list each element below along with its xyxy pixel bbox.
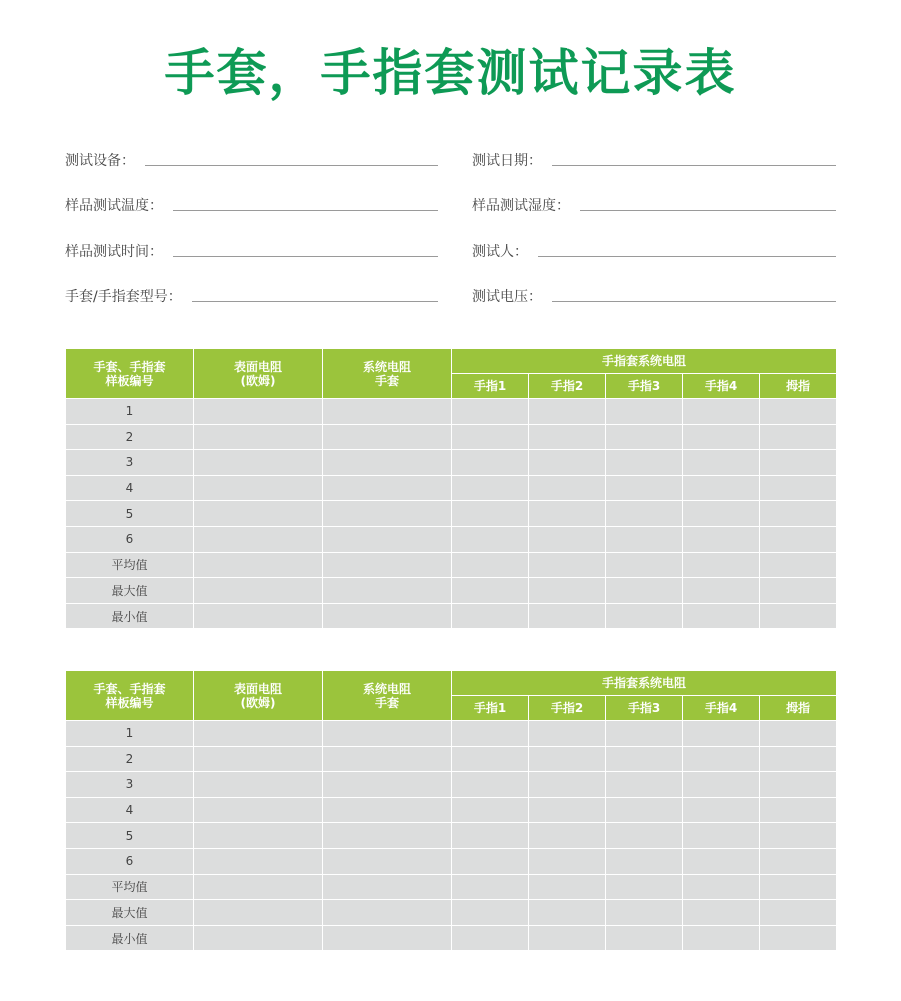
data-cell[interactable] [452,925,529,951]
data-cell[interactable] [452,450,529,476]
header-line: 系统电阻 [362,681,411,696]
data-cell[interactable] [194,603,323,629]
table-row [66,399,837,425]
data-cell[interactable] [606,823,683,849]
data-cell[interactable] [683,424,760,450]
sample-humidity-field[interactable] [472,193,836,215]
row-label: 最大值 [66,900,194,926]
header-finger-4: 手指4 [683,696,760,721]
row-label: 6 [66,526,194,552]
data-cell[interactable] [194,526,323,552]
data-cell[interactable] [323,578,452,604]
header-finger-group: 手指套系统电阻 [452,671,837,696]
data-cell[interactable] [452,475,529,501]
row-label: 最大值 [66,578,194,604]
data-cell[interactable] [606,721,683,747]
row-label: 2 [66,424,194,450]
data-cell[interactable] [683,823,760,849]
header-finger-2: 手指2 [529,696,606,721]
data-cell[interactable] [452,900,529,926]
header-line: 表面电阻 [233,359,282,374]
header-line: (欧姆) [240,373,276,388]
header-sample-id [66,349,194,399]
data-cell[interactable] [683,772,760,798]
table-row [66,925,837,951]
row-label: 4 [66,797,194,823]
row-label: 5 [66,501,194,527]
field-label: 测试日期： [472,153,542,169]
data-cell[interactable] [606,874,683,900]
header-finger-3: 手指3 [606,696,683,721]
field-label: 样品测试时间： [65,244,163,260]
data-cell[interactable] [683,874,760,900]
header-line: 手套 [374,695,399,710]
data-cell[interactable] [606,552,683,578]
data-cell[interactable] [760,874,837,900]
header-line: 样板编号 [105,695,154,710]
data-cell[interactable] [760,900,837,926]
data-cell[interactable] [323,925,452,951]
row-label: 平均值 [66,874,194,900]
field-label: 手套/手指套型号： [65,289,182,305]
record-table-1 [65,348,837,629]
data-cell[interactable] [760,424,837,450]
data-cell[interactable] [323,797,452,823]
data-cell[interactable] [323,424,452,450]
table-row [66,874,837,900]
row-label: 最小值 [66,925,194,951]
fill-line[interactable] [538,256,836,257]
data-cell[interactable] [452,399,529,425]
data-cell[interactable] [529,746,606,772]
data-cell[interactable] [452,603,529,629]
data-cell[interactable] [529,450,606,476]
data-cell[interactable] [683,900,760,926]
data-cell[interactable] [529,526,606,552]
row-label: 5 [66,823,194,849]
data-cell[interactable] [606,424,683,450]
data-cell[interactable] [606,578,683,604]
table-row [66,526,837,552]
fill-line[interactable] [552,301,836,302]
data-cell[interactable] [529,399,606,425]
header-finger-3: 手指3 [606,374,683,399]
data-cell[interactable] [452,746,529,772]
fill-line[interactable] [145,165,438,166]
row-label: 最小值 [66,603,194,629]
data-cell[interactable] [194,925,323,951]
data-cell[interactable] [683,399,760,425]
table-row [66,721,837,747]
fill-line[interactable] [580,210,836,211]
data-cell[interactable] [760,450,837,476]
data-cell[interactable] [194,874,323,900]
row-label: 3 [66,450,194,476]
data-cell[interactable] [529,552,606,578]
data-cell[interactable] [529,578,606,604]
data-cell[interactable] [323,874,452,900]
table-body [66,399,837,629]
table-row [66,797,837,823]
header-finger-1: 手指1 [452,374,529,399]
data-cell[interactable] [194,721,323,747]
data-cell[interactable] [683,603,760,629]
data-cell[interactable] [194,399,323,425]
data-cell[interactable] [683,797,760,823]
table-row [66,450,837,476]
table-row [66,823,837,849]
data-cell[interactable] [194,450,323,476]
data-cell[interactable] [529,772,606,798]
data-cell[interactable] [683,925,760,951]
data-cell[interactable] [760,578,837,604]
data-cell[interactable] [194,424,323,450]
data-cell[interactable] [323,721,452,747]
record-table-2 [65,670,837,951]
data-cell[interactable] [683,475,760,501]
data-cell[interactable] [323,501,452,527]
data-cell[interactable] [323,526,452,552]
data-cell[interactable] [760,526,837,552]
data-cell[interactable] [760,848,837,874]
fill-line[interactable] [192,301,438,302]
data-cell[interactable] [194,900,323,926]
header-system-resistance [323,671,452,721]
data-cell[interactable] [760,772,837,798]
data-cell[interactable] [452,501,529,527]
data-cell[interactable] [606,848,683,874]
data-cell[interactable] [323,848,452,874]
data-cell[interactable] [760,501,837,527]
row-label: 4 [66,475,194,501]
data-cell[interactable] [760,925,837,951]
glove-model-field[interactable] [65,284,438,306]
data-cell[interactable] [683,746,760,772]
data-cell[interactable] [194,823,323,849]
data-cell[interactable] [760,721,837,747]
data-cell[interactable] [606,526,683,552]
row-label: 3 [66,772,194,798]
row-label: 2 [66,746,194,772]
data-cell[interactable] [683,721,760,747]
header-line: 表面电阻 [233,681,282,696]
data-cell[interactable] [452,823,529,849]
data-cell[interactable] [606,450,683,476]
data-cell[interactable] [606,797,683,823]
data-cell[interactable] [452,797,529,823]
row-label: 6 [66,848,194,874]
sample-time-field[interactable] [65,239,438,261]
data-cell[interactable] [452,721,529,747]
fill-line[interactable] [552,165,836,166]
row-label: 平均值 [66,552,194,578]
data-cell[interactable] [606,925,683,951]
data-cell[interactable] [683,526,760,552]
data-cell[interactable] [194,501,323,527]
header-finger-group: 手指套系统电阻 [452,349,837,374]
table-body [66,721,837,951]
data-cell[interactable] [452,526,529,552]
data-cell[interactable] [323,823,452,849]
header-surface-resistance [194,671,323,721]
data-cell[interactable] [760,797,837,823]
test-date-field[interactable] [472,148,836,170]
data-cell[interactable] [606,475,683,501]
data-cell[interactable] [529,848,606,874]
header-line: 系统电阻 [362,359,411,374]
data-cell[interactable] [323,399,452,425]
table-row [66,772,837,798]
header-line: 手套、手指套 [93,681,166,696]
data-cell[interactable] [194,475,323,501]
data-cell[interactable] [606,399,683,425]
data-cell[interactable] [529,823,606,849]
data-cell[interactable] [529,475,606,501]
field-label: 样品测试温度： [65,198,163,214]
data-cell[interactable] [606,900,683,926]
header-finger-4: 手指4 [683,374,760,399]
header-line: 手套 [374,373,399,388]
field-label: 测试电压： [472,289,542,305]
data-cell[interactable] [323,900,452,926]
data-cell[interactable] [529,424,606,450]
data-cell[interactable] [323,603,452,629]
header-finger-1: 手指1 [452,696,529,721]
header-line: 样板编号 [105,373,154,388]
table-row [66,746,837,772]
data-cell[interactable] [452,772,529,798]
data-cell[interactable] [760,475,837,501]
tester-field[interactable] [472,239,836,261]
data-cell[interactable] [452,848,529,874]
data-cell[interactable] [323,772,452,798]
data-cell[interactable] [760,603,837,629]
table-row [66,603,837,629]
field-label: 样品测试湿度： [472,198,570,214]
data-cell[interactable] [529,797,606,823]
header-thumb: 拇指 [760,696,837,721]
page-title: 手套，手指套测试记录表 [164,44,737,102]
table-row [66,475,837,501]
test-voltage-field[interactable] [472,284,836,306]
data-cell[interactable] [529,874,606,900]
table-row [66,848,837,874]
data-cell[interactable] [683,501,760,527]
data-cell[interactable] [683,578,760,604]
header-line: (欧姆) [240,695,276,710]
table-row [66,552,837,578]
data-cell[interactable] [529,501,606,527]
data-cell[interactable] [529,721,606,747]
data-cell[interactable] [194,746,323,772]
data-cell[interactable] [529,900,606,926]
data-cell[interactable] [683,848,760,874]
data-cell[interactable] [760,552,837,578]
data-cell[interactable] [194,797,323,823]
header-finger-2: 手指2 [529,374,606,399]
data-cell[interactable] [452,578,529,604]
data-cell[interactable] [323,475,452,501]
data-cell[interactable] [760,399,837,425]
data-cell[interactable] [529,925,606,951]
data-cell[interactable] [606,746,683,772]
field-label: 测试设备： [65,153,135,169]
header-sample-id [66,671,194,721]
data-cell[interactable] [323,552,452,578]
data-cell[interactable] [194,848,323,874]
data-cell[interactable] [194,552,323,578]
header-surface-resistance [194,349,323,399]
row-label: 1 [66,399,194,425]
data-cell[interactable] [606,603,683,629]
table-row [66,578,837,604]
data-cell[interactable] [760,823,837,849]
data-cell[interactable] [194,772,323,798]
fill-line[interactable] [173,256,438,257]
header-thumb: 拇指 [760,374,837,399]
header-system-resistance [323,349,452,399]
field-label: 测试人： [472,244,528,260]
table-row [66,424,837,450]
data-cell[interactable] [323,746,452,772]
table-row [66,501,837,527]
row-label: 1 [66,721,194,747]
data-cell[interactable] [452,424,529,450]
data-cell[interactable] [760,746,837,772]
header-line: 手套、手指套 [93,359,166,374]
data-cell[interactable] [452,874,529,900]
data-cell[interactable] [683,552,760,578]
data-cell[interactable] [683,450,760,476]
data-cell[interactable] [452,552,529,578]
data-cell[interactable] [529,603,606,629]
table-row [66,900,837,926]
test-equipment-field[interactable] [65,148,438,170]
data-cell[interactable] [323,450,452,476]
data-cell[interactable] [606,772,683,798]
data-cell[interactable] [606,501,683,527]
fill-line[interactable] [173,210,438,211]
data-cell[interactable] [194,578,323,604]
sample-temperature-field[interactable] [65,193,438,215]
